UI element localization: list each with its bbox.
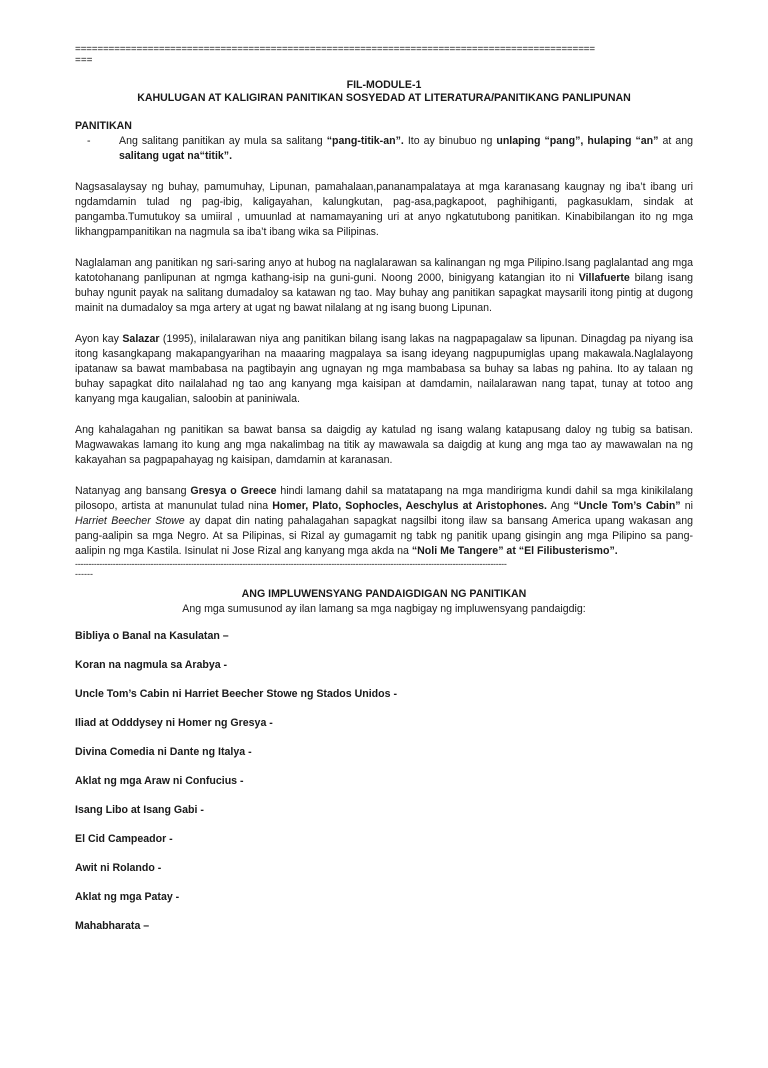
paragraph-1: Nagsasalaysay ng buhay, pamumuhay, Lipunan, pamahalaan,pananampalataya at mga karanasang kaugnay ng iba’t ibang uri ngdamdamin tulad ng pag-ibig, kaligayahan, kalungkutan, pag-asa,pagkapoot, paghihiganti, pagkasuklam, sindak at pangamba.Tumutukoy sa umiiral , umuunlad at namamayaning uri at anyo ngkatutubong panitikan. Kinabibilangan ito ng mga likhangpampanitikan na nagmula sa iba’t ibang wika sa Pilipinas. xyxy=(75,181,693,238)
dash-separator: ---------------------------------------------------------------------------------------------------------------------------------------------------------------- xyxy=(75,559,507,569)
definition-bullet xyxy=(75,134,693,164)
list-item: Koran na nagmula sa Arabya - xyxy=(75,659,228,671)
paragraph-text: (1995), inilalarawan niya ang panitikan bilang isang lakas na nagpapagalaw sa lipunan. Dinagdag pa niyang isa itong kasangkapang makapangyarihan na maaaring magpalaya sa isang ideyang nagpupumiglas upang makawala.Naglalayong ipatanaw sa bawat mambabasa na pagtibayin ang ugnayan ng mga mambabasa sa buhay sa labas ng pahina. Ito ay talaan ng buhay sapagkat dito nailalahad ng tao ang kanyang mga kaisipan at damdamin, nailalarawan nang tapat, tunay at totoo ang kanyang mga kaugalian, saloobin at paniniwala. xyxy=(75,333,693,405)
bullet-bold-part: unlaping “pang”, hulaping “an” xyxy=(496,135,659,147)
document-title: KAHULUGAN AT KALIGIRAN PANITIKAN SOSYEDAD AT LITERATURA/PANITIKANG PANLIPUNAN xyxy=(137,92,631,104)
paragraph-4: Ang kahalagahan ng panitikan sa bawat bansa sa daigdig ay katulad ng isang walang katapusang daloy ng tubig sa batisan. Magwawakas lamang ito kung ang mga nakalimbag na titik ay mawawala sa daigdig at kung ang mga tao ay mawawalan na ng kakayahan sa pagpapahayag ng kaisipan, damdamin at karanasan. xyxy=(75,424,693,466)
section-heading-panitikan: PANITIKAN xyxy=(75,120,132,132)
document-page xyxy=(0,44,768,1068)
list-item: Bibliya o Banal na Kasulatan – xyxy=(75,630,229,642)
influence-list xyxy=(75,629,693,934)
list-item: Divina Comedia ni Dante ng Italya - xyxy=(75,746,252,758)
paragraph-text: Ayon kay xyxy=(75,333,123,345)
section-title-impluwensya: ANG IMPLUWENSYANG PANDAIGDIGAN NG PANITIKAN xyxy=(241,588,527,600)
paragraph-bold: “Uncle Tom’s Cabin” xyxy=(573,500,681,512)
list-item: El Cid Campeador - xyxy=(75,833,173,845)
list-item: Aklat ng mga Patay - xyxy=(75,891,180,903)
paragraph-text: Ang xyxy=(546,500,574,512)
bullet-text xyxy=(119,134,693,164)
list-item: Uncle Tom’s Cabin ni Harriet Beecher Stowe ng Stados Unidos - xyxy=(75,688,397,700)
bullet-text-part: at ang xyxy=(658,135,693,147)
list-item: Awit ni Rolando - xyxy=(75,862,162,874)
paragraph-bold: Homer, Plato, Sophocles, Aeschylus at Aristophones. xyxy=(272,500,547,512)
equals-separator-tail: === xyxy=(75,55,93,66)
list-item: Iliad at Odddysey ni Homer ng Gresya - xyxy=(75,717,273,729)
bullet-bold-part: “pang-titik-an”. xyxy=(326,135,404,147)
paragraph-text: hindi lamang dahil sa matatapang na mga mandirigma kundi dahil sa mga kinikilalang pilosopo, artista at manunulat tulad nina xyxy=(75,485,693,512)
dash-separator-tail: ------ xyxy=(75,569,93,579)
bullet-text-part: Ito ay binubuo ng xyxy=(403,135,497,147)
paragraph-2 xyxy=(75,256,693,316)
paragraph-italic: Harriet Beecher Stowe xyxy=(75,515,185,527)
list-item: Aklat ng mga Araw ni Confucius - xyxy=(75,775,244,787)
paragraph-text: ay dapat din nating pahalagahan sapagkat nagsilbi itong ilaw sa bansang America upang wakasan ang pang-aalipin sa mga Negro. At sa Pilipinas, si Rizal ay gumagamit ng tabk ng panitik upang gisingin ang mga Pilipino sa pang-aalipin ng mga Kastila. Isinulat ni Jose Rizal ang kanyang mga akda na xyxy=(75,515,694,557)
paragraph-text: ni xyxy=(680,500,693,512)
bullet-text-part: Ang salitang panitikan ay mula sa salitang xyxy=(119,135,327,147)
paragraph-bold: “Noli Me Tangere” at “El Filibusterismo”. xyxy=(411,545,618,557)
equals-separator: ============================================================================================= xyxy=(75,44,595,55)
paragraph-bold: Salazar xyxy=(122,333,160,345)
bullet-dash: - xyxy=(87,135,91,147)
paragraph-bold: Villafuerte xyxy=(578,272,630,284)
paragraph-text: bilang isang buhay ngunit payak na salitang dumadaloy sa katawan ng tao. May buhay ang panitikan sapagkat maysarili itong pintig at dugong mainit na dumadaloy sa mga artery at ugat ng bawat nilalang at ng isang buong Lipunan. xyxy=(75,272,693,314)
paragraph-3 xyxy=(75,332,693,407)
list-item: Isang Libo at Isang Gabi - xyxy=(75,804,204,816)
paragraph-bold: Gresya o Greece xyxy=(190,485,277,497)
paragraph-text: Naglalaman ang panitikan ng sari-saring anyo at hubog na naglalarawan sa kalinangan ng mga Pilipino.Isang paglalantad ang mga katotohanang panlipunan at ngmga kathang-isip na guni-guni. Noong 2000, binigyang katangian ito ni xyxy=(75,257,693,284)
paragraph-5 xyxy=(75,484,693,559)
section-subtitle: Ang mga sumusunod ay ilan lamang sa mga nagbigay ng impluwensyang pandaigdig: xyxy=(182,603,586,615)
list-item: Mahabharata – xyxy=(75,920,150,932)
bullet-bold-part: salitang ugat na“titik”. xyxy=(119,150,233,162)
module-title: FIL-MODULE-1 xyxy=(346,79,422,91)
paragraph-text: Natanyag ang bansang xyxy=(75,485,191,497)
